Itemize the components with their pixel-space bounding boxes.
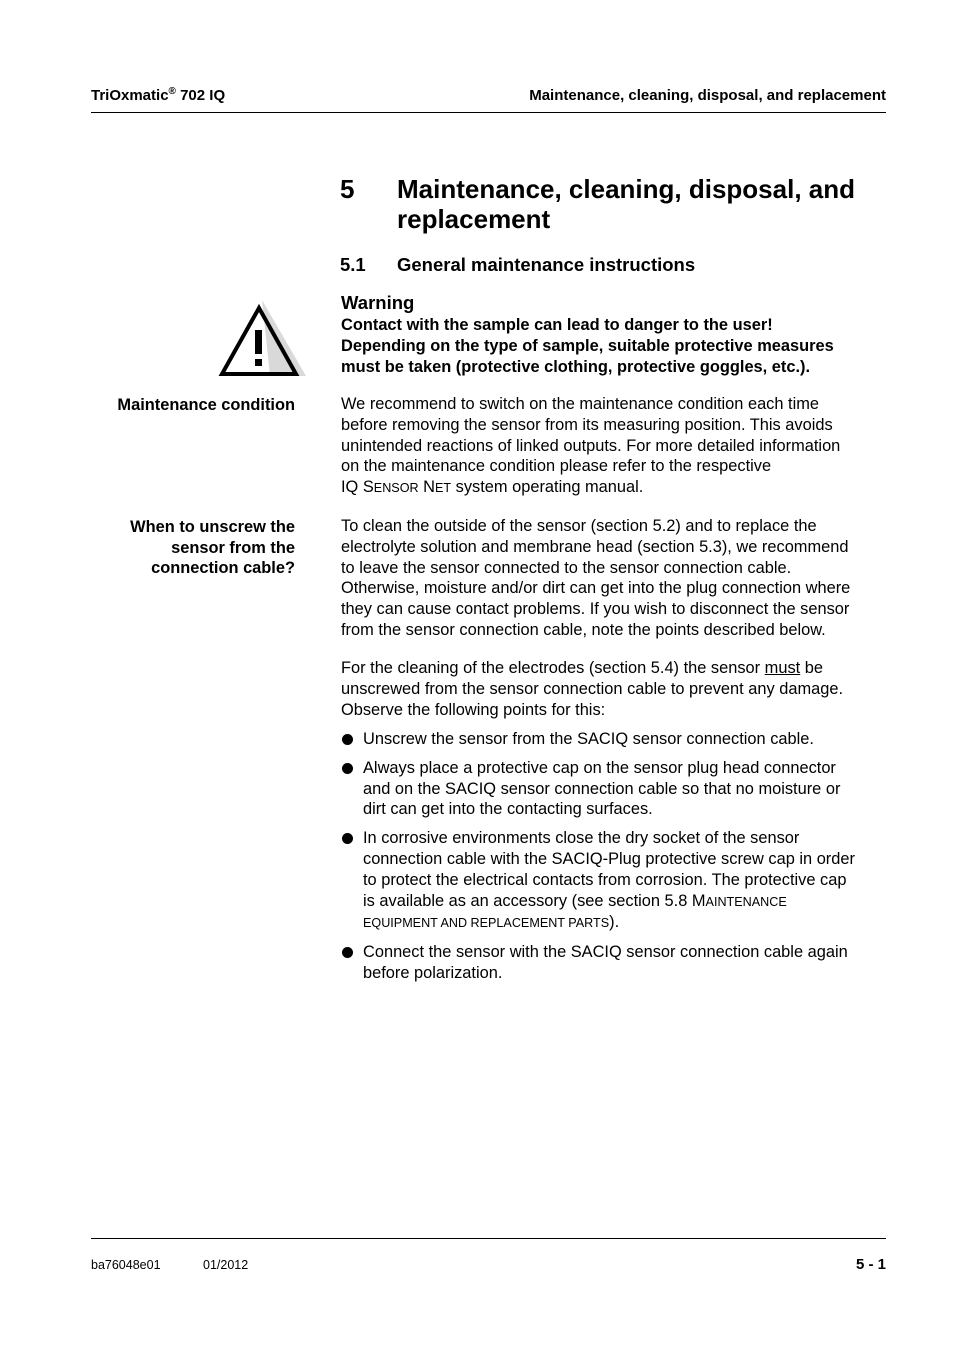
side-label-when-to-unscrew: When to unscrew the sensor from the connection cable? bbox=[130, 518, 295, 577]
running-header-chapter: Maintenance, cleaning, disposal, and replacement bbox=[529, 87, 886, 104]
warning-body: Contact with the sample can lead to danger to the user! Depending on the type of sample, suitable protective measures must be taken (protective clothing, protective goggles, etc.). bbox=[341, 316, 834, 376]
warning-title: Warning bbox=[341, 292, 415, 313]
unscrew-paragraph-1: To clean the outside of the sensor (section 5.2) and to replace the electrolyte solution and membrane head (section 5.3), we recommend to leave the sensor connected to the sensor connection cable. Otherwise, moisture and/or dirt can get into the plug connection where they can cause contact problems. If you wish to disconnect the sensor from the sensor connection cable, note the points described below. bbox=[341, 517, 851, 639]
footer-rule bbox=[91, 1238, 886, 1239]
maintenance-condition-paragraph: We recommend to switch on the maintenance condition each time before removing the sensor from its measuring position. This avoids unintended reactions of linked outputs. For more detailed information on the maintenance condition please refer to the respective IQ SENSOR NET system operating manual. bbox=[341, 395, 841, 497]
list-item: In corrosive environments close the dry socket of the sensor connection cable with the SACIQ-Plug protective screw cap in order to protect the electrical contacts from corrosion. The protective cap is available as an accessory (see section 5.8 MAINTENANCE EQUIPMENT AND REPLACEMENT PARTS). bbox=[341, 828, 889, 934]
footer-date: 01/2012 bbox=[203, 1258, 249, 1272]
list-item: Unscrew the sensor from the SACIQ sensor connection cable. bbox=[341, 729, 889, 750]
unscrew-paragraph-2: For the cleaning of the electrodes (section 5.4) the sensor must be unscrewed from the sensor connection cable to prevent any damage. Observe the following points for this: bbox=[341, 659, 844, 719]
chapter-heading bbox=[340, 174, 890, 236]
emphasis-must: must bbox=[764, 659, 801, 677]
page-number: 5 - 1 bbox=[855, 1256, 886, 1273]
warning-triangle-icon bbox=[218, 298, 308, 378]
list-item: Connect the sensor with the SACIQ sensor connection cable again before polarization. bbox=[341, 942, 889, 984]
chapter-title: Maintenance, cleaning, disposal, and replacement bbox=[397, 174, 855, 234]
section-title: General maintenance instructions bbox=[397, 254, 696, 275]
bullet-list bbox=[341, 729, 889, 992]
bullet-dot-icon bbox=[342, 947, 353, 958]
footer-doc-id: ba76048e01 bbox=[91, 1258, 161, 1272]
list-item: Always place a protective cap on the sensor plug head connector and on the SACIQ sensor connection cable so that no moisture or dirt can get into the contacting surfaces. bbox=[341, 758, 889, 820]
bullet-dot-icon bbox=[342, 763, 353, 774]
running-header-product: TriOxmatic® 702 IQ bbox=[91, 86, 226, 104]
section-number: 5.1 bbox=[340, 254, 366, 275]
header-rule bbox=[91, 112, 886, 113]
bullet-dot-icon bbox=[342, 734, 353, 745]
bullet-dot-icon bbox=[342, 833, 353, 844]
chapter-number: 5 bbox=[340, 174, 355, 204]
side-label-maintenance-condition: Maintenance condition bbox=[117, 396, 295, 414]
